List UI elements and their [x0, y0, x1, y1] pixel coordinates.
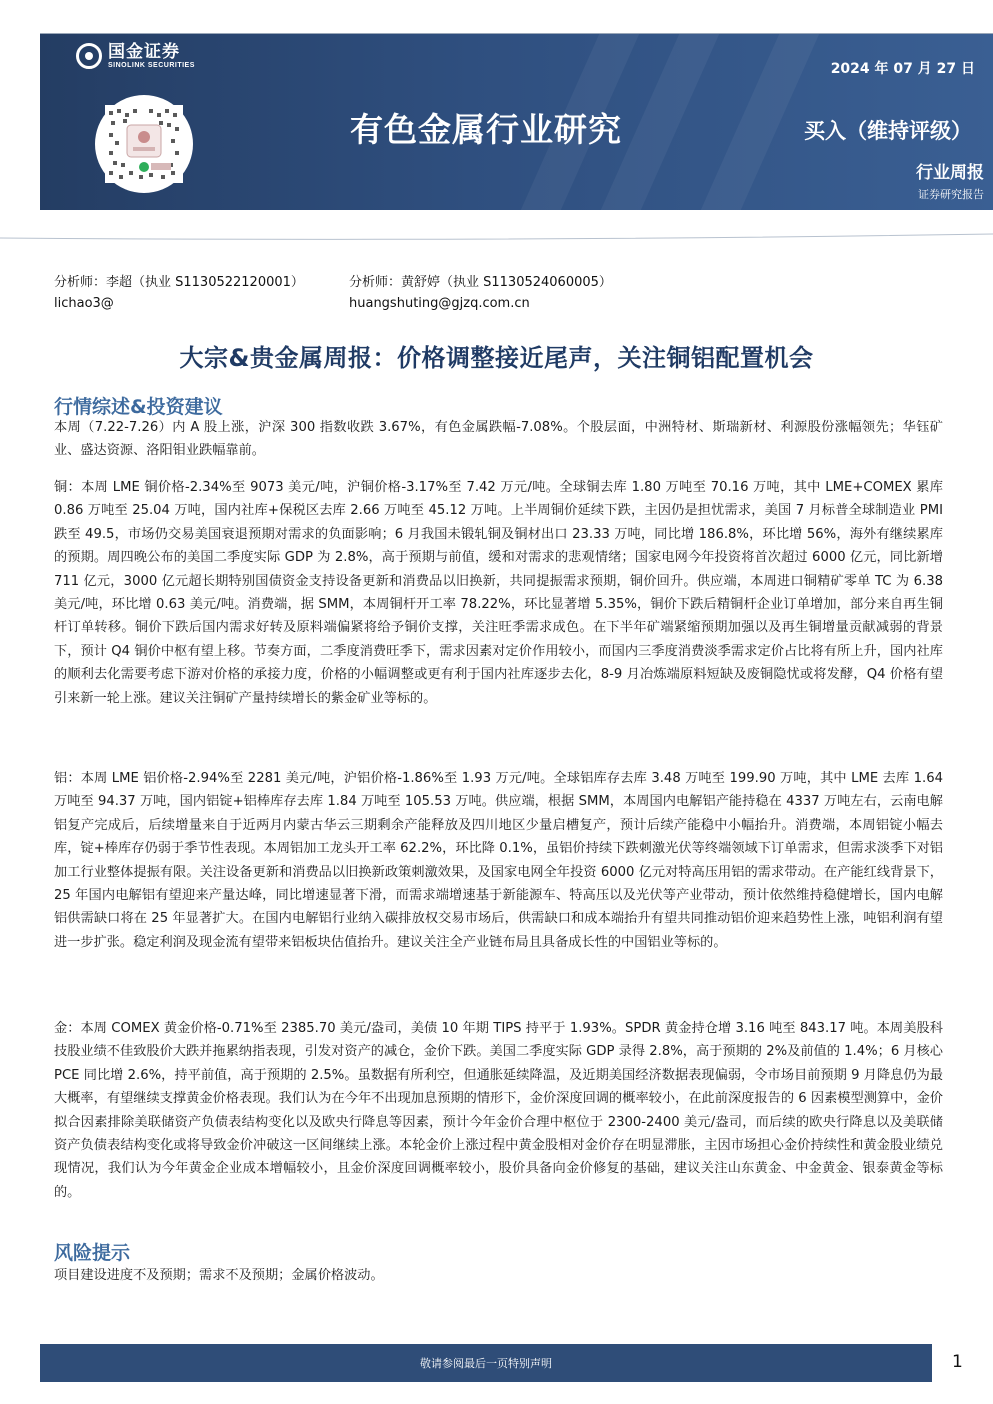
paragraph-aluminum: 铝：本周 LME 铝价格-2.94%至 2281 美元/吨，沪铝价格-1.86%至 1.93 万元/吨。全球铝库存去库 3.48 万吨至 199.90 万吨，其中 LME 去库 1.64 万吨至 94.37 万吨，国内铝锭+铝棒库存去库 1.84 万吨至 105.53 万吨。供应端，根据 SMM，本周国内电解铝产能持稳在 4337 万吨左右，云南电解铝复产完成后，后续增量来自于近两月内蒙古华云三期剩余产能释放及四川地区少量启槽复产，预计后续产能稳中小幅抬升。消费端，本周铝锭小幅去库，锭+棒库存仍弱于季节性表现。本周铝加工龙头开工率 62.2%，环比降 0.1%，虽铝价持续下跌刺激光伏等终端领域下订单需求，但需求淡季下对铝加工行业整体提振有限。关注设备更新和消费品以旧换新政策刺激效果，及国家电网全年投资 6000 亿元对特高压用铝的需求带动。在产能红线背景下，25 年国内电解铝有望迎来产量达峰，同比增速显著下滑，而需求端增速基于新能源车、特高压以及光伏等产业带动，预计依然维持稳健增长，国内电解铝供需缺口将在 25 年显著扩大。在国内电解铝行业纳入碳排放权交易市场后，供需缺口和成本端抬升有望共同推动铝价迎来趋势性上涨，吨铝利润有望进一步扩张。稳定利润及现金流有望带来铝板块估值抬升。建议关注全产业链布局且具备成长性的中国铝业等标的。 [54, 771, 943, 950]
analyst-2 [349, 272, 612, 314]
report-subtype: 证券研究报告 [918, 188, 984, 201]
logo-mark-icon [76, 43, 102, 69]
logo-name-en: SINOLINK SECURITIES [108, 62, 195, 69]
footer-notice[interactable]: 敬请参阅最后一页特别声明 [420, 1357, 552, 1370]
paragraph-risk: 项目建设进度不及预期；需求不及预期；金属价格波动。 [54, 1268, 384, 1283]
analyst-2-email[interactable]: huangshuting@gjzq.com.cn [349, 296, 530, 311]
report-type: 行业周报 [916, 163, 984, 183]
banner-curve [0, 212, 993, 242]
qr-code-icon [105, 105, 183, 183]
company-logo [76, 42, 195, 69]
paragraph-copper: 铜：本周 LME 铜价格-2.34%至 9073 美元/吨，沪铜价格-3.17%至 7.42 万元/吨。全球铜去库 1.80 万吨至 70.16 万吨，其中 LME+COMEX 累库 0.86 万吨至 25.04 万吨，国内社库+保税区去库 2.66 万吨至 45.12 万吨。上半周铜价延续下跌，主因仍是担忧需求，美国 7 月标普全球制造业 PMI 跌至 49.5，市场仍交易美国衰退预期对需求的负面影响；6 月我国未锻轧铜及铜材出口 23.33 万吨，同比增 186.8%，环比增 56%，海外有继续累库的预期。周四晚公布的美国二季度实际 GDP 为 2.8%，高于预期与前值，缓和对需求的悲观情绪；国家电网今年投资将首次超过 6000 亿元，同比新增 711 亿元，3000 亿元超长期特别国债资金支持设备更新和消费品以旧换新，共同提振需求预期，铜价回升。供应端，本周进口铜精矿零单 TC 为 6.38 美元/吨，环比增 0.63 美元/吨。消费端，据 SMM，本周铜杆开工率 78.22%，环比显著增 5.35%，铜价下跌后精铜杆企业订单增加，部分来自再生铜杆订单转移。铜价下跌后国内需求好转及原料端偏紧将给予铜价支撑，关注旺季需求成色。在下半年矿端紧缩预期加强以及再生铜增量贡献减弱的背景下，预计 Q4 铜价中枢有望上移。节奏方面，二季度消费旺季下，需求因素对定价作用较小，而国内三季度消费淡季需求定价占比将有所上升，国内社库的顺利去化需要考虑下游对价格的承接力度，价格的小幅调整或更有利于国内社库逐步去化，8-9 月冶炼端原料短缺及废铜隐忧或将发酵，Q4 价格有望引来新一轮上涨。建议关注铜矿产量持续增长的紫金矿业等标的。 [54, 480, 943, 706]
analyst-1-email[interactable]: lichao3@ [54, 296, 114, 311]
report-headline: 大宗&贵金属周报：价格调整接近尾声，关注铜铝配置机会 [179, 344, 814, 372]
section-title-summary: 行情综述&投资建议 [54, 396, 223, 418]
report-date: 2024 年 07 月 27 日 [830, 61, 975, 77]
paragraph-gold: 金：本周 COMEX 黄金价格-0.71%至 2385.70 美元/盎司，美债 10 年期 TIPS 持平于 1.93%。SPDR 黄金持仓增 3.16 吨至 843.17 吨。本周美股科技股业绩不佳致股价大跌并拖累纳指表现，引发对资产的减仓，金价下跌。美国二季度实际 GDP 录得 2.8%，高于预期的 2%及前值的 1.4%；6 月核心 PCE 同比增 2.6%，持平前值，高于预期的 2.5%。虽数据有所利空，但通胀延续降温，及近期美国经济数据表现偏弱，令市场目前预期 9 月降息仍为最大概率，有望继续支撑黄金价格表现。我们认为在今年不出现加息预期的情形下，金价深度回调的概率较小，在此前深度报告的 6 因素模型测算中，金价拟合因素排除美联储资产负债表结构变化以及欧央行降息等因素，预计今年金价合理中枢位于 2300-2400 美元/盎司，而后续的欧央行降息以及美联储资产负债表结构变化或将导致金价冲破这一区间继续上涨。本轮金价上涨过程中黄金股相对金价存在明显滞胀，主因市场担心金价持续性和黄金股业绩兑现情况，我们认为今年黄金企业成本增幅较小，且金价深度回调概率较小，股价具备向金价修复的基础，建议关注山东黄金、中金黄金、银泰黄金等标的。 [54, 1021, 943, 1200]
analyst-1 [54, 272, 304, 314]
logo-name-cn: 国金证券 [108, 42, 180, 62]
paragraph-market: 本周（7.22-7.26）内 A 股上涨，沪深 300 指数收跌 3.67%，有色金属跌幅-7.08%。个股层面，中洲特材、斯瑞新材、利源股份涨幅领先；华钰矿业、盛达资源、洛阳钼业跌幅靠前。 [54, 420, 943, 459]
report-title: 有色金属行业研究 [350, 110, 622, 149]
analyst-1-name: 分析师：李超（执业 S1130522120001） [54, 275, 304, 290]
analyst-2-name: 分析师：黄舒婷（执业 S1130524060005） [349, 275, 612, 290]
section-title-risk: 风险提示 [54, 1242, 131, 1264]
qr-code[interactable] [95, 95, 193, 193]
rating-label: 买入（维持评级） [804, 119, 972, 143]
page-number: 1 [952, 1352, 963, 1372]
